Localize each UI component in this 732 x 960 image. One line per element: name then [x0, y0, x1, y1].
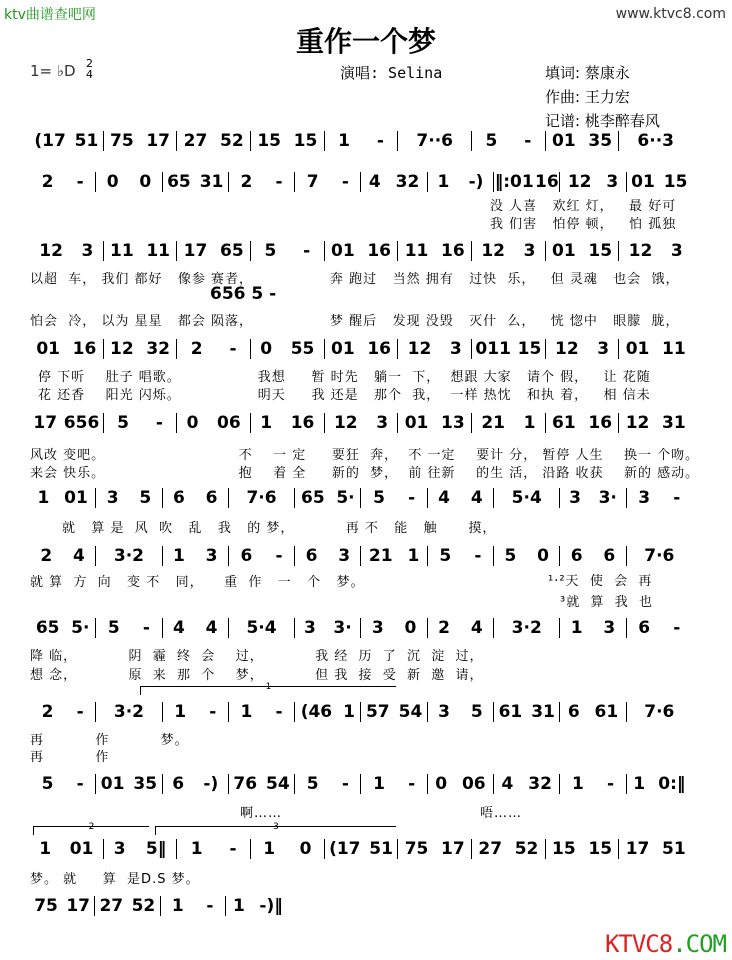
notation-row	[30, 412, 692, 434]
measure: 4 4	[172, 618, 218, 638]
measure: 01 16	[331, 241, 392, 261]
measure: 4 4	[438, 488, 483, 508]
measure: 3·2	[113, 546, 144, 566]
lyric-line: 没 人喜 欢红 灯， 最 好可	[490, 199, 677, 214]
measure: 75 17	[34, 896, 91, 916]
measure: ‖:01 16	[494, 172, 559, 192]
measure: 75 17	[404, 839, 465, 859]
measure: 15 15	[257, 131, 318, 151]
measure: 57 54	[365, 702, 423, 722]
measure: 76 54	[233, 774, 290, 794]
measure: 01 13	[404, 413, 465, 433]
lyric-line: 以超 车， 我们 都好 像参 赛者， 奔 跑过 当然 拥有 过快 乐， 但 灵魂 也会 饿，	[30, 272, 680, 287]
notation-row	[30, 487, 692, 509]
measure: 0 55	[260, 339, 315, 359]
lyric-line: 就 算 方 向 变 不 同， 重 作 一 个 梦。	[30, 575, 365, 590]
measure: 4 32	[368, 172, 420, 192]
measure: 1 -	[571, 774, 615, 794]
measure: 6 6	[172, 488, 218, 508]
logo-text-a: KTVC8	[604, 930, 673, 958]
measure: 12 3	[628, 241, 683, 261]
measure: 01 35	[552, 131, 613, 151]
measure: (17 51	[34, 131, 99, 151]
measure: 01 16	[331, 339, 392, 359]
measure: 65 5·	[301, 488, 355, 508]
measure: 5 -	[41, 774, 84, 794]
notation-row	[30, 545, 692, 567]
measure: 17 65	[183, 241, 244, 261]
measure: 01 11	[625, 339, 686, 359]
measure: 6 6	[570, 546, 616, 566]
measure: 3·2	[113, 702, 144, 722]
measure: 12 3	[39, 241, 94, 261]
volta-bracket: 3	[155, 826, 396, 835]
measure: 6··3	[637, 131, 674, 151]
ktvc8-logo	[605, 930, 726, 958]
measure: 1 3	[172, 546, 218, 566]
measure: 11 16	[404, 241, 465, 261]
measure: 01 16	[36, 339, 97, 359]
measure: 1 01	[37, 488, 88, 508]
measure: 3 0	[371, 618, 417, 638]
volta-bracket: 2	[33, 826, 149, 835]
measure: 2 -	[240, 172, 283, 192]
measure: 61 16	[552, 413, 613, 433]
measure: (17 51	[329, 839, 393, 859]
lyric-line: ³就 算 我 也	[560, 595, 654, 610]
measure: 27 52	[99, 896, 156, 916]
lyric-line: 啊……	[240, 806, 283, 821]
measure: 2 -	[190, 339, 237, 359]
notation-row	[30, 701, 692, 723]
measure: 5·4	[511, 488, 542, 508]
measure: 12 32	[110, 339, 170, 359]
measure: 61 31	[498, 702, 555, 722]
lyric-line: 怕会 冷， 以为 星星 都会 陨落， 梦 醒后 发现 没毁 灭什 么， 恍 惚中 眼朦 胧，	[30, 314, 680, 329]
measure: 0 0	[106, 172, 152, 192]
measure: 01 35	[100, 774, 158, 794]
measure: 1 -	[171, 896, 214, 916]
measure: 7 -	[306, 172, 349, 192]
measure: 5 -	[306, 774, 349, 794]
lyric-line: 降 临， 阴 霾 终 会 过， 我 经 历 了 沉 淀 过，	[30, 649, 484, 664]
lyricist: 填词: 蔡康永	[545, 64, 630, 82]
measure: 2 4	[40, 546, 85, 566]
notation-row	[30, 130, 692, 152]
measure: 17 656	[33, 413, 100, 433]
measure: 1 -)	[437, 172, 484, 192]
time-top: 2	[86, 57, 93, 70]
time-bottom: 4	[86, 68, 93, 81]
notation-row	[30, 895, 290, 917]
lyric-line: 想 念， 原 来 那 个 梦， 但 我 接 受 新 邀 请，	[30, 668, 484, 683]
measure: 12 3	[333, 413, 389, 433]
lyric-line: 再 作	[30, 750, 110, 765]
measure: 0 06	[186, 413, 241, 433]
measure: 12 3	[481, 241, 536, 261]
lyric-line: 我 们害 怕停 顿， 怕 孤独	[490, 217, 677, 232]
measure: 12 31	[625, 413, 686, 433]
site-name[interactable]: ktv曲谱查吧网	[4, 7, 96, 23]
measure: 3 5	[438, 702, 483, 722]
transcriber: 记谱: 桃李醉春风	[545, 112, 660, 130]
measure: 3 5‖	[113, 839, 167, 859]
measure: 7·6	[644, 702, 675, 722]
measure: 6 61	[567, 702, 619, 722]
measure: 6 -	[638, 618, 681, 638]
measure: 27 52	[478, 839, 539, 859]
notation-row	[30, 171, 692, 193]
measure: 1 -	[174, 702, 217, 722]
lyric-line: 停 下听 肚子 唱歌。 我想 暂 时先 躺一 下， 想跟 大家 请个 假， 让 花随	[38, 370, 651, 385]
measure: 3·2	[511, 618, 542, 638]
measure: 1 -	[240, 702, 283, 722]
measure: 75 17	[110, 131, 170, 151]
measure: 5 -	[439, 546, 482, 566]
measure: 27 52	[183, 131, 244, 151]
measure: 011 15	[475, 339, 542, 359]
measure: 12 3	[554, 339, 610, 359]
measure: 6 3	[305, 546, 351, 566]
site-url[interactable]: www.ktvc8.com	[615, 6, 726, 22]
measure: 1 -)‖	[233, 896, 283, 916]
measure: 2 4	[438, 618, 483, 638]
measure: 65 5·	[35, 618, 90, 638]
measure: 7·6	[246, 488, 277, 508]
notation-row	[30, 338, 692, 360]
measure: 01 15	[631, 172, 688, 192]
singer: 演唱: Selina	[340, 64, 443, 82]
song-title: 重作一个梦	[295, 25, 436, 58]
measure: 3 -	[638, 488, 681, 508]
measure: 6 -)	[172, 774, 219, 794]
lyric-line: 梦。 就 算 是D.S 梦。	[30, 872, 200, 887]
measure: 5 -	[264, 241, 311, 261]
lyric-line: 再 作 梦。	[30, 733, 189, 748]
measure: 5 -	[373, 488, 416, 508]
time-signature	[86, 58, 93, 80]
logo-text-b: .COM	[672, 930, 726, 958]
key-signature: 1= ♭D	[30, 62, 76, 80]
measure: 15 15	[552, 839, 613, 859]
measure: 2 -	[41, 172, 84, 192]
measure: 5 0	[504, 546, 549, 566]
measure: 1 -	[338, 131, 384, 151]
measure: 17 51	[625, 839, 686, 859]
lyric-line: 风改 变吧。 不 一 定 要狂 奔， 不 一定 要计 分， 暂停 人生 换一 个吻。	[30, 448, 700, 463]
notation-row	[30, 838, 692, 860]
measure: 21 1	[481, 413, 536, 433]
lyric-line: 花 还香 阳光 闪烁。 明天 我 还是 那个 我， 一样 热忱 和执 着， 相 信未	[38, 388, 651, 403]
volta-bracket: 1	[140, 686, 396, 695]
measure: 1 3	[570, 618, 616, 638]
lyric-line: ¹·²天 使 会 再	[548, 574, 653, 589]
notation-row	[30, 617, 692, 639]
measure: 7·6	[644, 546, 675, 566]
measure: 1 16	[260, 413, 315, 433]
measure: 01 15	[552, 241, 613, 261]
composer: 作曲: 王力宏	[545, 88, 630, 106]
measure: 5·4	[246, 618, 277, 638]
measure: 5 -	[485, 131, 532, 151]
measure: 1 -	[373, 774, 416, 794]
measure: 3 3·	[569, 488, 617, 508]
measure: 3 5	[106, 488, 152, 508]
lyric-line: 唔……	[480, 806, 523, 821]
measure: 3 3·	[303, 618, 352, 638]
measure: 5 -	[117, 413, 163, 433]
measure: (46 1	[300, 702, 355, 722]
measure: 1 0:‖	[633, 774, 686, 794]
measure: 2 -	[41, 702, 84, 722]
measure: 5 -	[107, 618, 150, 638]
alt-notation: 656 5 -	[210, 284, 277, 304]
measure: 7··6	[416, 131, 453, 151]
measure: 12 3	[407, 339, 462, 359]
notation-row	[30, 773, 692, 795]
measure: 12 3	[567, 172, 619, 192]
measure: 1 0	[263, 839, 312, 859]
notation-row	[30, 240, 692, 262]
measure: 65 31	[167, 172, 224, 192]
measure: 21 1	[368, 546, 420, 566]
lyric-line: 来会 快乐。 抱 着 全 新的 梦， 前 往新 的生 活， 沿路 收获 新的 感动。	[30, 466, 700, 481]
measure: 1 -	[190, 839, 237, 859]
measure: 11 11	[110, 241, 170, 261]
measure: 1 01	[39, 839, 94, 859]
lyric-line: 就 算 是 风 吹 乱 我 的 梦， 再 不 能 触 摸，	[62, 521, 497, 536]
measure: 6 -	[240, 546, 283, 566]
measure: 4 32	[501, 774, 552, 794]
measure: 0 06	[435, 774, 486, 794]
